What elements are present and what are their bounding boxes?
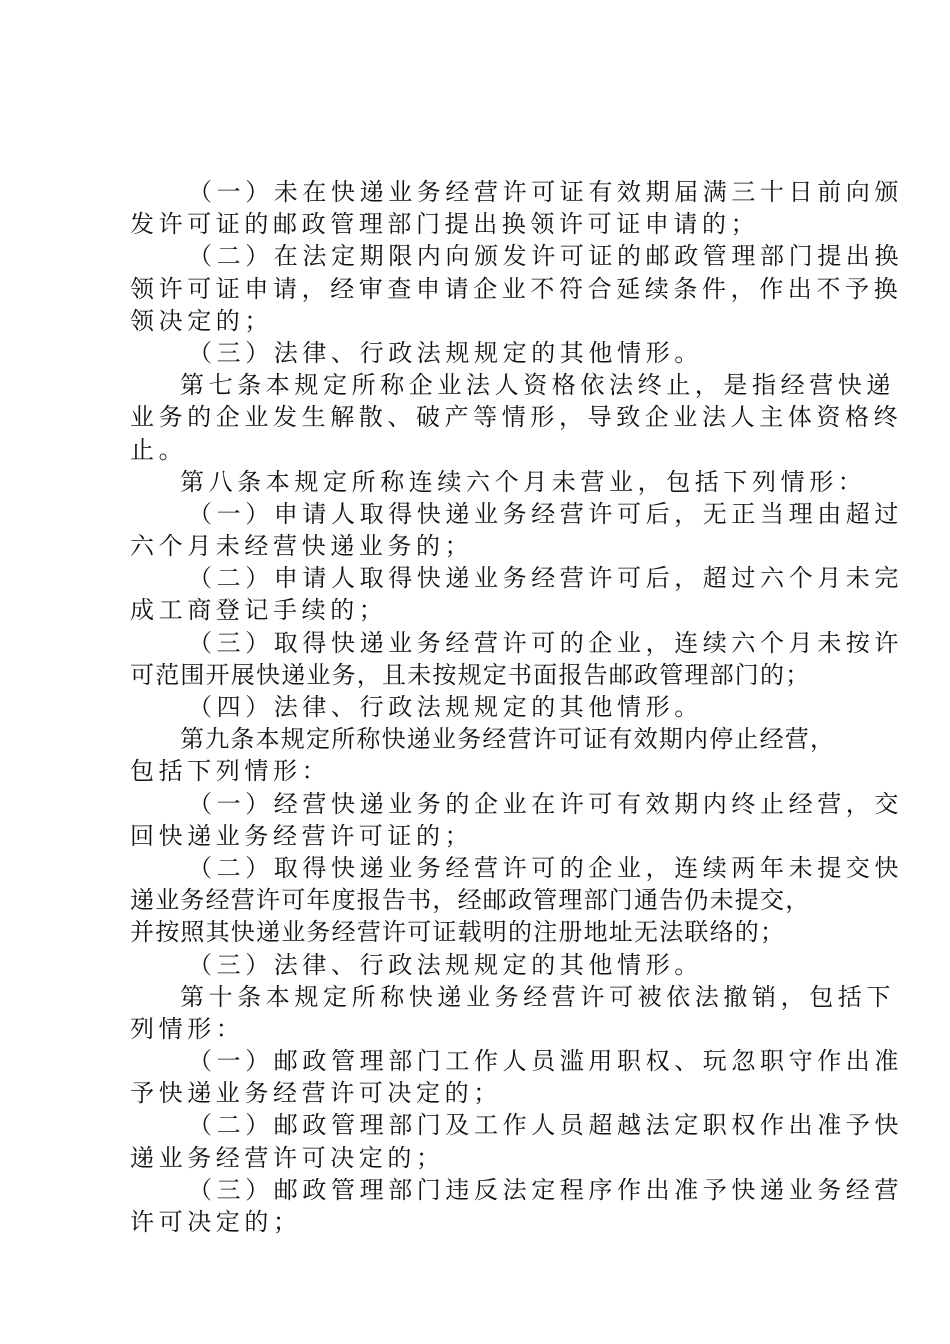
- paragraph-line: 领决定的；: [130, 306, 273, 335]
- paragraph-line: 许可决定的；: [130, 1208, 302, 1236]
- paragraph-line: 止。: [130, 435, 188, 464]
- paragraph-line: 予快递业务经营许可决定的；: [130, 1079, 502, 1108]
- paragraph-line: 成工商登记手续的；: [130, 596, 388, 625]
- paragraph-line: 六个月未经营快递业务的；: [130, 532, 474, 561]
- paragraph-line: 业务的企业发生解散、破产等情形，导致企业法人主体资格终: [130, 403, 903, 432]
- paragraph-line: 可范围开展快递业务，且未按规定书面报告邮政管理部门的；: [130, 660, 811, 689]
- paragraph-line: （三）邮政管理部门违反法定程序作出准予快递业务经营: [188, 1175, 903, 1204]
- article-heading-line: 第九条本规定所称快递业务经营许可证有效期内停止经营，: [180, 725, 836, 754]
- paragraph-line: （二）申请人取得快递业务经营许可后，超过六个月未完: [188, 564, 903, 593]
- article-heading-line: 第八条本规定所称连续六个月未营业，包括下列情形：: [180, 467, 867, 496]
- paragraph-line: 递业务经营许可决定的；: [130, 1143, 445, 1172]
- paragraph-line: （二）在法定期限内向颁发许可证的邮政管理部门提出换: [188, 242, 903, 271]
- paragraph-line: （三）法律、行政法规规定的其他情形。: [188, 950, 703, 979]
- paragraph-line: 递业务经营许可年度报告书，经邮政管理部门通告仍未提交，: [130, 886, 811, 915]
- paragraph-line: 并按照其快递业务经营许可证载明的注册地址无法联络的；: [130, 918, 786, 947]
- paragraph-line: 领许可证申请，经审查申请企业不符合延续条件，作出不予换: [130, 274, 903, 303]
- paragraph-line: （三）法律、行政法规规定的其他情形。: [188, 338, 703, 367]
- paragraph-line: 发许可证的邮政管理部门提出换领许可证申请的；: [130, 210, 760, 239]
- paragraph-line: （一）未在快递业务经营许可证有效期届满三十日前向颁: [188, 178, 903, 206]
- paragraph-line: 回快递业务经营许可证的；: [130, 821, 474, 850]
- document-body: [130, 176, 903, 1238]
- article-heading-line: 第七条本规定所称企业法人资格依法终止，是指经营快递: [180, 371, 895, 400]
- paragraph-line: （一）邮政管理部门工作人员滥用职权、玩忽职守作出准: [188, 1047, 903, 1076]
- paragraph-line: （三）取得快递业务经营许可的企业，连续六个月未按许: [188, 628, 903, 657]
- paragraph-line: （二）邮政管理部门及工作人员超越法定职权作出准予快: [188, 1111, 903, 1140]
- paragraph-line: （一）经营快递业务的企业在许可有效期内终止经营，交: [188, 789, 903, 818]
- paragraph-line: 列情形：: [130, 1014, 245, 1043]
- paragraph-line: 包括下列情形：: [130, 757, 331, 786]
- article-heading-line: 第十条本规定所称快递业务经营许可被依法撤销，包括下: [180, 982, 895, 1011]
- paragraph-line: （一）申请人取得快递业务经营许可后，无正当理由超过: [188, 499, 903, 528]
- paragraph-line: （四）法律、行政法规规定的其他情形。: [188, 693, 703, 721]
- paragraph-line: （二）取得快递业务经营许可的企业，连续两年未提交快: [188, 853, 903, 882]
